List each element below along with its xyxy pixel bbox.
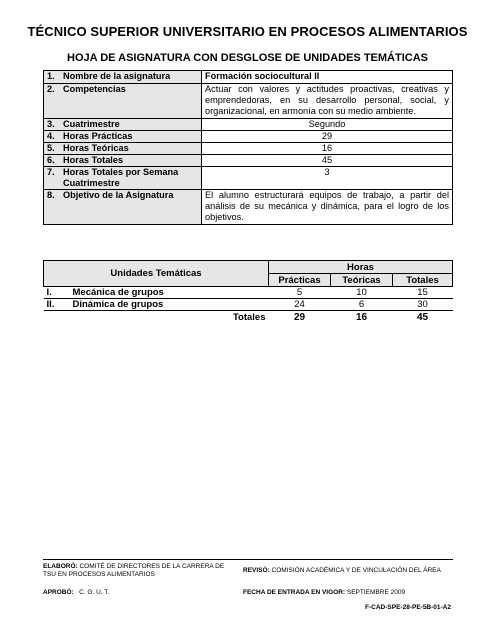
unit-totales: 15: [393, 287, 453, 299]
info-row: [44, 190, 453, 225]
units-header-row: [44, 261, 453, 274]
unit-name: Dinámica de grupos: [70, 299, 269, 311]
row-number: 2.: [47, 84, 55, 94]
info-label-cell: [44, 119, 202, 131]
info-label-cell: [44, 131, 202, 143]
info-label: Nombre de la asignatura: [63, 71, 171, 81]
fecha-label: FECHA DE ENTRADA EN VIGOR:: [243, 589, 346, 596]
unit-name: Mecánica de grupos: [70, 287, 269, 299]
info-label-cell: [44, 190, 202, 225]
total-teoricas: 16: [355, 311, 368, 323]
unit-practicas: 24: [269, 299, 331, 311]
info-label: Horas Prácticas: [63, 131, 133, 141]
subject-name-value: Formación sociocultural II: [202, 71, 453, 84]
elaboro-value: COMITÉ DE DIRECTORES DE LA CARRERA DE TSU EN PROCESOS ALIMENTARIOS: [43, 563, 225, 578]
horas-totales-value: 45: [202, 155, 453, 167]
info-row: [44, 143, 453, 155]
table-row: [44, 299, 453, 311]
document-subtitle: HOJA DE ASIGNATURA CON DESGLOSE DE UNIDADES TEMÁTICAS: [67, 52, 428, 64]
info-label: Horas Totales: [63, 155, 124, 165]
competencias-value: Actuar con valores y actitudes proactivas, creativas y emprendedoras, en su desarrollo personal, social, y organizacional, en armonía con su medio ambiente.: [202, 84, 453, 119]
footer: [43, 559, 453, 596]
elaboro-field: [43, 563, 228, 579]
info-row: [44, 131, 453, 143]
horas-teoricas-value: 16: [202, 143, 453, 155]
total-totales: 45: [416, 311, 429, 323]
info-label: Objetivo de la Asignatura: [63, 190, 174, 200]
table-row: [44, 287, 453, 299]
units-header: Unidades Temáticas: [44, 261, 269, 287]
row-number: 8.: [47, 190, 55, 200]
col-totales-header: Totales: [393, 274, 453, 287]
fecha-value: SEPTIEMBRE 2009: [346, 589, 406, 596]
row-number: 4.: [47, 131, 55, 141]
info-row: [44, 155, 453, 167]
unit-teoricas: 6: [331, 299, 393, 311]
col-teoricas-header: Teóricas: [331, 274, 393, 287]
objetivo-value: El alumno estructurará equipos de trabajo, a partir del análisis de su mecánica y dinámica, para el logro de los objetivos.: [202, 190, 453, 225]
total-practicas: 29: [293, 311, 306, 323]
unit-totales: 30: [393, 299, 453, 311]
row-number: 5.: [47, 143, 55, 153]
info-row: [44, 71, 453, 84]
info-label-cell: [44, 167, 202, 190]
row-number: 1.: [47, 71, 55, 81]
row-number: 6.: [47, 155, 55, 165]
reviso-field: [243, 567, 453, 575]
aprobo-label: APROBÓ:: [43, 589, 74, 596]
row-number: 7.: [47, 167, 55, 177]
info-label: Horas Teóricas: [63, 143, 129, 153]
reviso-value: COMISIÓN ACADÉMICA Y DE VINCULACIÓN DEL ÁREA: [271, 567, 441, 574]
info-row: [44, 167, 453, 190]
info-label-cell: [44, 143, 202, 155]
totals-row: [44, 311, 453, 324]
info-label: Cuatrimestre: [63, 119, 120, 129]
subject-info-table: [43, 70, 453, 225]
hours-header: Horas: [269, 261, 453, 274]
info-label: Horas Totales por Semana: [63, 167, 179, 177]
col-practicas-header: Prácticas: [269, 274, 331, 287]
totals-label: Totales: [232, 311, 266, 323]
info-label-continued: Cuatrimestre: [63, 178, 120, 188]
aprobo-value: C. G. U. T.: [79, 589, 110, 596]
cuatrimestre-value: Segundo: [202, 119, 453, 131]
info-label-cell: [44, 71, 202, 84]
unit-practicas: 5: [269, 287, 331, 299]
aprobo-field: [43, 589, 228, 597]
info-label: Competencias: [63, 84, 126, 94]
unit-teoricas: 10: [331, 287, 393, 299]
units-table: [43, 260, 453, 324]
info-row: [44, 84, 453, 119]
horas-semana-value: 3: [202, 167, 453, 190]
unit-number: I.: [44, 287, 70, 299]
info-label-cell: [44, 155, 202, 167]
document-title: TÉCNICO SUPERIOR UNIVERSITARIO EN PROCESOS ALIMENTARIOS: [27, 24, 468, 39]
info-row: [44, 119, 453, 131]
reviso-label: REVISÓ:: [243, 567, 270, 574]
info-label-cell: [44, 84, 202, 119]
fecha-field: [243, 589, 453, 597]
horas-practicas-value: 29: [202, 131, 453, 143]
unit-number: II.: [44, 299, 70, 311]
document-code: F-CAD-SPE-28-PE-5B-01-A2: [365, 604, 451, 611]
row-number: 3.: [47, 119, 55, 129]
elaboro-label: ELABORÓ:: [43, 563, 78, 570]
